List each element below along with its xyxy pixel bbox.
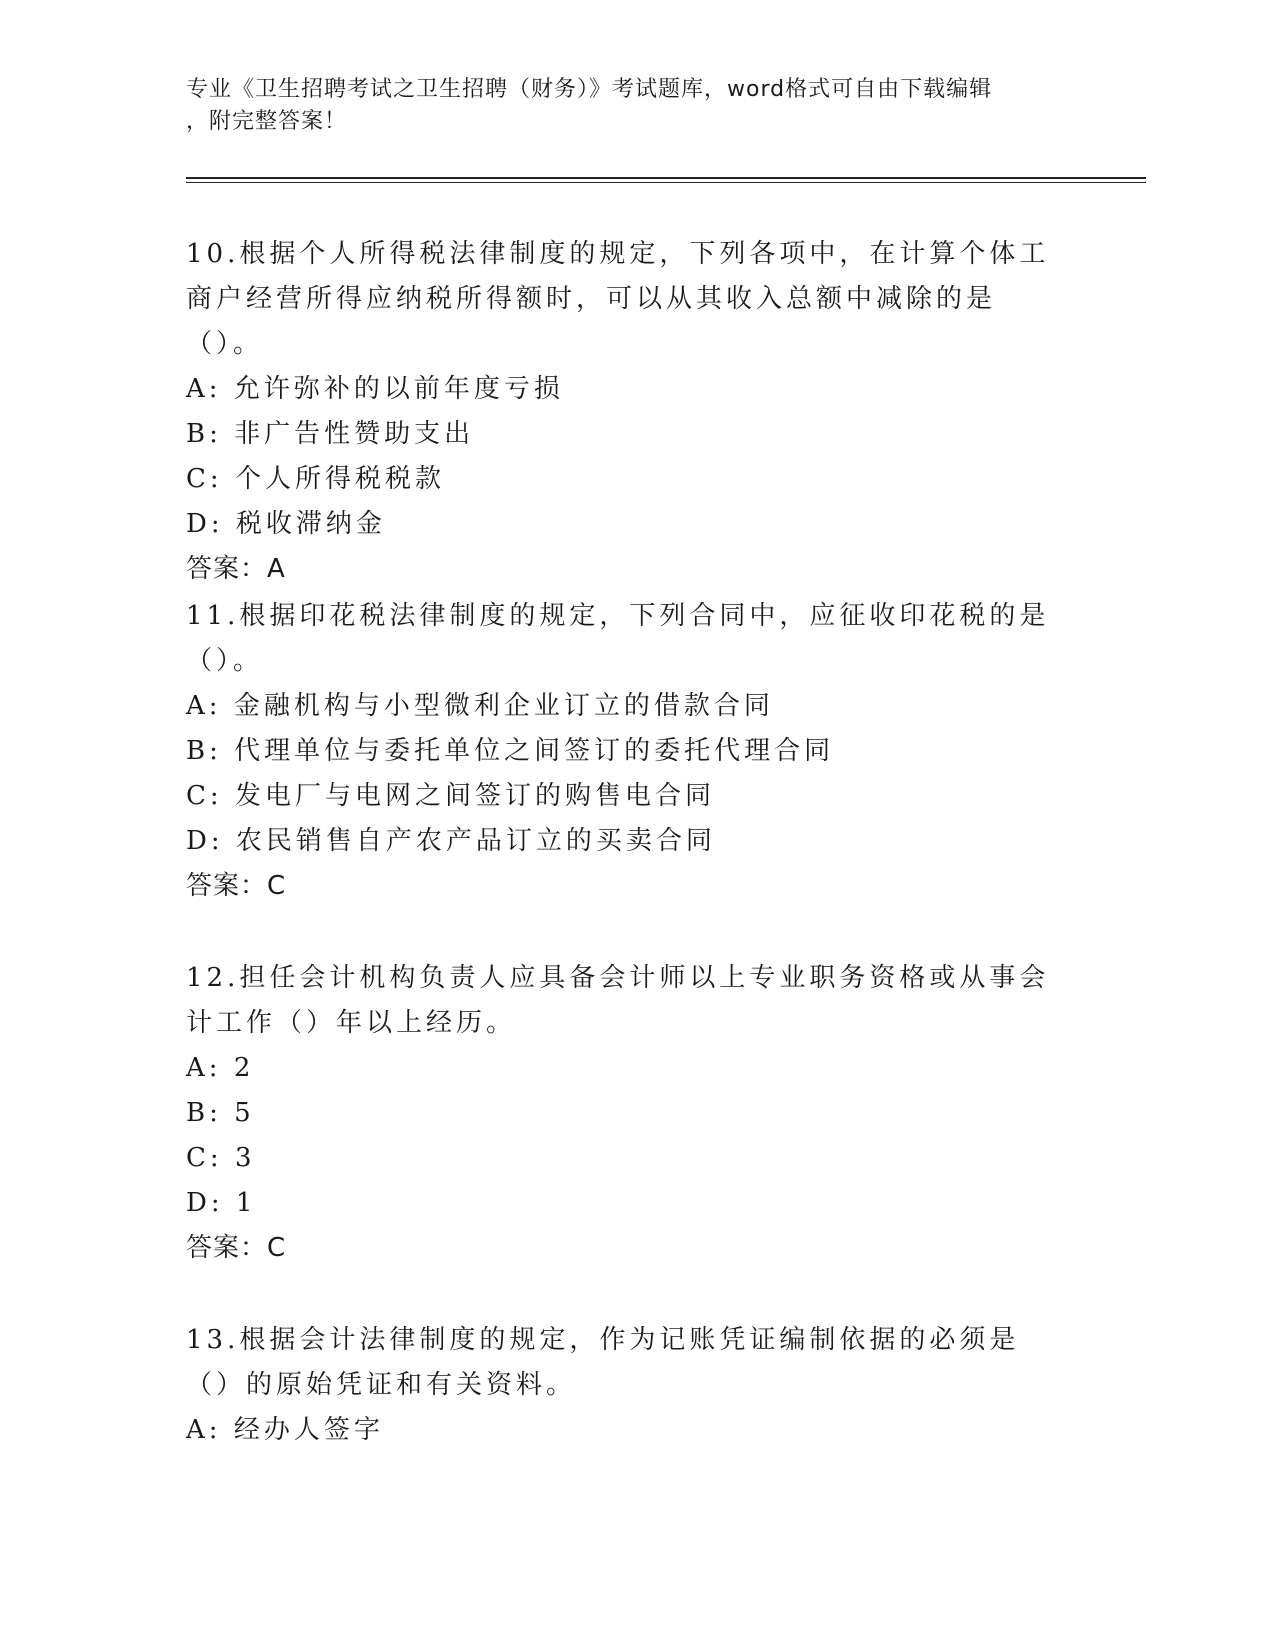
answer: 答案：A bbox=[186, 554, 286, 584]
option-text: 3 bbox=[234, 1143, 256, 1173]
option-d: D: 农民销售自产农产品订立的买卖合同 bbox=[186, 826, 716, 856]
question-stem: 10.根据个人所得税法律制度的规定，下列各项中，在计算个体工商户经营所得应纳税所得额时，可以从其收入总额中减除的是（）。 bbox=[186, 239, 1050, 359]
option-d: D: 税收滞纳金 bbox=[186, 509, 386, 539]
option-text: 2 bbox=[233, 1053, 255, 1083]
option-text: 非广告性赞助支出 bbox=[234, 419, 475, 449]
option-c: C: 3 bbox=[186, 1143, 256, 1173]
option-c: C: 个人所得税税款 bbox=[186, 464, 445, 494]
question-13 bbox=[186, 1318, 1066, 1453]
header-line-1: 专业《卫生招聘考试之卫生招聘（财务）》考试题库，word格式可自由下载编辑 bbox=[186, 77, 993, 102]
option-key: A bbox=[186, 691, 209, 721]
option-text: 农民销售自产农产品订立的买卖合同 bbox=[235, 826, 716, 856]
option-a: A: 金融机构与小型微利企业订立的借款合同 bbox=[186, 691, 774, 721]
option-key: C bbox=[186, 464, 210, 494]
option-key: D bbox=[186, 509, 211, 539]
option-text: 发电厂与电网之间签订的购售电合同 bbox=[234, 781, 715, 811]
question-stem: 13.根据会计法律制度的规定，作为记账凭证编制依据的必须是（）的原始凭证和有关资料。 bbox=[186, 1325, 1020, 1400]
option-key: A bbox=[186, 374, 209, 404]
option-key: D bbox=[186, 1188, 211, 1218]
option-key: A bbox=[186, 1415, 209, 1445]
option-text: 个人所得税税款 bbox=[234, 464, 445, 494]
option-b: B: 非广告性赞助支出 bbox=[186, 419, 475, 449]
answer: 答案：C bbox=[186, 871, 287, 901]
option-text: 税收滞纳金 bbox=[235, 509, 386, 539]
option-a: A: 经办人签字 bbox=[186, 1415, 384, 1445]
header-line-2: ，附完整答案！ bbox=[186, 109, 348, 134]
option-key: D bbox=[186, 826, 211, 856]
option-key: A bbox=[186, 1053, 209, 1083]
question-10 bbox=[186, 232, 1066, 592]
answer: 答案：C bbox=[186, 1233, 287, 1263]
option-a: A: 2 bbox=[186, 1053, 255, 1083]
option-d: D: 1 bbox=[186, 1188, 257, 1218]
option-key: B bbox=[186, 736, 210, 766]
option-text: 金融机构与小型微利企业订立的借款合同 bbox=[233, 691, 774, 721]
option-key: C bbox=[186, 1143, 210, 1173]
option-text: 经办人签字 bbox=[233, 1415, 384, 1445]
option-text: 1 bbox=[235, 1188, 257, 1218]
option-text: 允许弥补的以前年度亏损 bbox=[233, 374, 564, 404]
option-key: B bbox=[186, 419, 210, 449]
option-a: A: 允许弥补的以前年度亏损 bbox=[186, 374, 564, 404]
option-b: B: 代理单位与委托单位之间签订的委托代理合同 bbox=[186, 736, 835, 766]
option-text: 代理单位与委托单位之间签订的委托代理合同 bbox=[234, 736, 835, 766]
header-divider-thick bbox=[186, 177, 1146, 179]
option-b: B: 5 bbox=[186, 1098, 255, 1128]
option-key: C bbox=[186, 781, 210, 811]
question-12 bbox=[186, 956, 1066, 1271]
option-key: B bbox=[186, 1098, 210, 1128]
option-text: 5 bbox=[234, 1098, 255, 1128]
option-c: C: 发电厂与电网之间签订的购售电合同 bbox=[186, 781, 715, 811]
header-divider-thin bbox=[186, 182, 1146, 183]
question-stem: 11.根据印花税法律制度的规定，下列合同中，应征收印花税的是（）。 bbox=[186, 601, 1050, 676]
question-stem: 12.担任会计机构负责人应具备会计师以上专业职务资格或从事会计工作（）年以上经历。 bbox=[186, 963, 1050, 1038]
question-11 bbox=[186, 594, 1066, 909]
document-header bbox=[186, 74, 1066, 138]
